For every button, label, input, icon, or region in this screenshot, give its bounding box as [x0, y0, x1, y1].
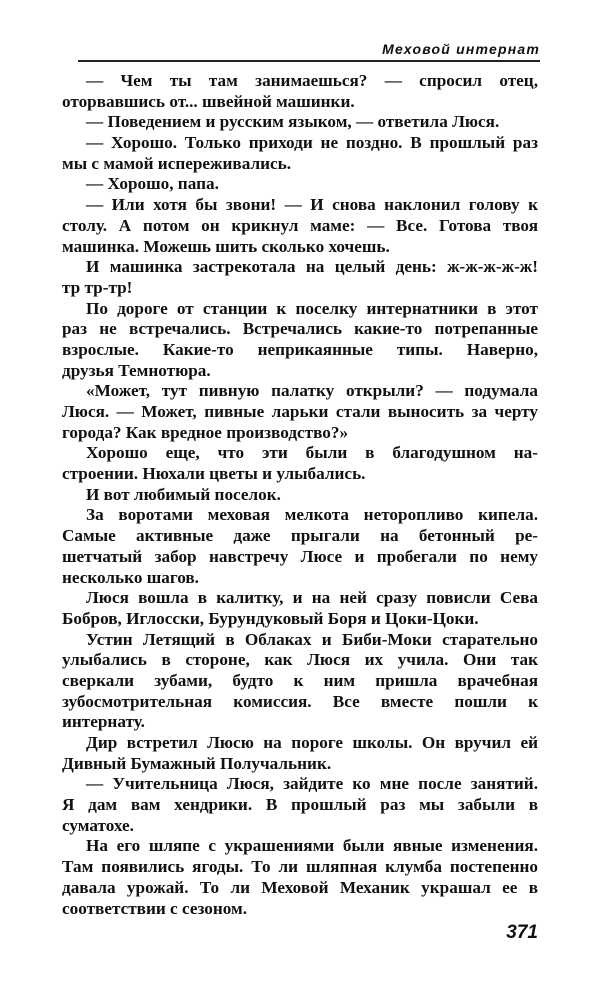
text-line: Я дам вам хендрики. В прошлый раз мы забыли в [62, 795, 538, 815]
text-line: И машинка застрекотала на целый день: ж-ж-ж-ж-ж! [86, 257, 538, 277]
paragraph [62, 630, 538, 733]
header-rule [78, 60, 540, 62]
text-line: друзья Темнотюра. [62, 360, 211, 380]
paragraph [62, 381, 538, 443]
paragraph [62, 195, 538, 257]
paragraph [62, 505, 538, 588]
paragraph [62, 112, 538, 133]
text-line: — Чем ты там занимаешься? — спросил отец, [86, 71, 538, 90]
text-line: По дороге от станции к поселку интернатники в этот [86, 298, 538, 318]
page-number: 371 [506, 922, 538, 943]
text-line: Устин Летящий в Облаках и Биби-Моки старательно [86, 629, 538, 649]
paragraph [62, 443, 538, 484]
text-line: взрослые. Какие-то неприкаянные типы. Наверно, [62, 339, 538, 359]
text-line: шетчатый забор навстречу Люсе и пробегали по нему [62, 546, 538, 566]
text-line: давала урожай. То ли Меховой Механик украшал ее в [62, 877, 538, 897]
text-line: — Или хотя бы звони! — И снова наклонил голову к [86, 195, 538, 215]
text-line: Хорошо еще, что эти были в благодушном на- [86, 443, 538, 463]
paragraph [62, 774, 538, 836]
text-line: За воротами меховая мелкота неторопливо кипела. [86, 505, 538, 525]
text-line: Люся. — Может, пивные ларьки стали выносить за черту [62, 402, 538, 421]
text-line: — Учительница Люся, зайдите ко мне после занятий. [86, 774, 538, 794]
paragraph [62, 257, 538, 298]
text-line: раз не встречались. Встречались какие-то потрепанные [62, 319, 538, 339]
text-line: — Хорошо, папа. [86, 174, 219, 194]
paragraph [62, 174, 538, 195]
text-line: зубосмотрительная комиссия. Все вместе пошли к [62, 691, 538, 711]
text-line: На его шляпе с украшениями были явные изменения. [86, 836, 538, 856]
text-line: — Хорошо. Только приходи не поздно. В прошлый раз [86, 133, 538, 153]
paragraph [62, 133, 538, 174]
paragraph [62, 299, 538, 382]
text-line: Самые активные даже прыгали на бетонный ре- [62, 526, 538, 546]
text-line: Там появились ягоды. То ли шляпная клумба постепенно [62, 857, 538, 877]
text-line: И вот любимый поселок. [86, 484, 281, 504]
text-line: машинка. Можешь шить сколько хочешь. [62, 236, 390, 256]
text-line: тр тр-тр! [62, 277, 133, 297]
paragraph [62, 733, 538, 774]
paragraph [62, 836, 538, 919]
paragraph [62, 588, 538, 629]
text-line: суматохе. [62, 815, 134, 835]
text-line: Дир встретил Люсю на пороге школы. Он вручил ей [86, 733, 538, 752]
body-text [62, 71, 538, 919]
text-line: «Может, тут пивную палатку открыли? — подумала [86, 381, 538, 401]
text-line: сверкали зубами, будто к ним пришла врачебная [62, 670, 538, 690]
text-line: — Поведением и русским языком, — ответила Люся. [86, 112, 500, 132]
text-line: строении. Нюхали цветы и улыбались. [62, 464, 366, 484]
text-line: несколько шагов. [62, 567, 199, 587]
text-line: соответствии с сезоном. [62, 898, 248, 918]
text-line: Бобров, Иглосски, Бурундуковый Боря и Цоки-Цоки. [62, 608, 479, 628]
running-head: Меховой интернат [382, 41, 540, 57]
text-line: интернату. [62, 712, 145, 732]
text-line: оторвавшись от... швейной машинки. [62, 91, 355, 111]
text-line: Дивный Бумажный Получальник. [62, 753, 332, 773]
text-line: города? Как вредное производство?» [62, 422, 349, 442]
paragraph [62, 71, 538, 112]
paragraph [62, 485, 538, 506]
text-line: улыбались в стороне, как Люся их учила. Они так [62, 650, 538, 670]
text-line: Люся вошла в калитку, и на ней сразу повисли Сева [86, 588, 538, 608]
text-line: мы с мамой испереживались. [62, 153, 292, 173]
text-line: столу. А потом он крикнул маме: — Все. Готова твоя [62, 215, 538, 235]
